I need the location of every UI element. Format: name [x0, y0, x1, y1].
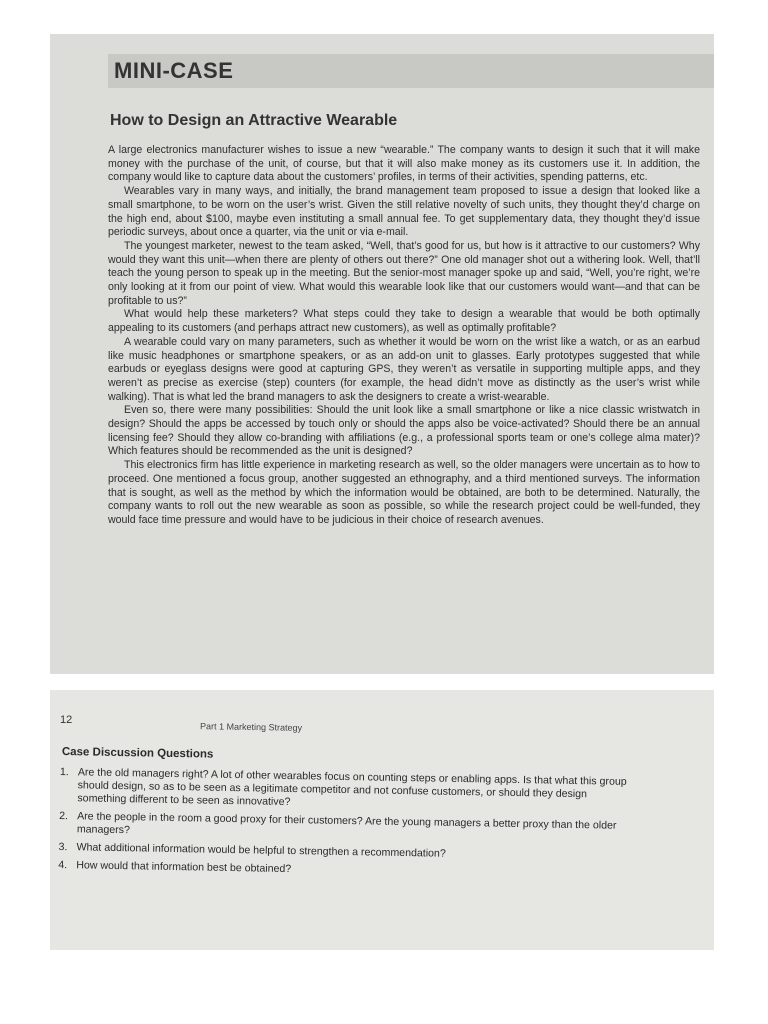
page-scan-top — [50, 34, 714, 674]
question-item — [59, 810, 629, 846]
paragraph: Even so, there were many possibilities: Should the unit look like a small smartphone or like a nice classic wristwatch in design? Should the apps be accessed by touch only or should the apps also be voice-activated? Should there be an annual licensing fee? Should they allow co-branding with affiliations (e.g., a professional sports team or one’s college alma mater)? Which features should be recommended as the unit is designed? — [108, 404, 700, 458]
banner-title: MINI-CASE — [114, 58, 234, 83]
question-text: Are the old managers right? A lot of other wearables focus on counting steps or enabling apps. Is that what this group should design, so as to be seen as a legitimate competitor and not confuse customers, or should they design something different to be seen as innovative? — [77, 766, 627, 809]
question-text: What additional information would be helpful to strengthen a recommendation? — [76, 841, 446, 860]
paragraph: Wearables vary in many ways, and initially, the brand management team proposed to issue a design that looked like a small smartphone, to be worn on the user’s wrist. Given the still relative novelty of such units, they thought they’d charge on the high end, about $100, maybe even instituting a small annual fee. To get supplementary data, they thought they’d issue periodic surveys, about once a quarter, via the unit or via e-mail. — [108, 185, 700, 239]
case-body — [108, 144, 700, 528]
page-scan-bottom — [50, 690, 714, 950]
paragraph: A wearable could vary on many parameters, such as whether it would be worn on the wrist like a watch, or as an earbud like music headphones or smartphone speakers, or as an add-on unit to glasses. Early prototypes suggested that while earbuds or eyeglass designs were good at capturing GPS, they weren’t as versatile in supporting multiple apps, and they weren’t as precise as exercise (step) counters (for example, the head didn’t move as distinctly as the user’s wrist while walking). That is what led the brand managers to ask the designers to create a wrist-wearable. — [108, 335, 700, 403]
question-number: 2. — [59, 809, 69, 823]
paragraph: What would help these marketers? What steps could they take to design a wearable that would be both optimally appealing to its customers (and perhaps attract new customers), as well as optimally profitable? — [108, 308, 700, 335]
question-list — [58, 766, 630, 887]
question-number: 1. — [59, 766, 69, 779]
paragraph: A large electronics manufacturer wishes to issue a new “wearable.” The company wants to design it such that it will make money with the purchase of the unit, of course, but that it will also make money as its customers use it. In addition, the company would like to capture data about the customers’ profiles, in terms of their activities, spending patterns, etc. — [108, 144, 700, 184]
questions-heading: Case Discussion Questions — [61, 746, 214, 761]
running-head: Part 1 Marketing Strategy — [199, 721, 303, 733]
paragraph: The youngest marketer, newest to the team asked, “Well, that’s good for us, but how is it attractive to our customers? Why would they want this unit—when there are plenty of others out there?” One old manager shot out a withering look. Well, that’ll teach the young person to speak up in the meeting. But the senior-most manager spoke up and said, “Well, you’re right, we’re only looking at it from our point of view. What would this wearable look like that our customers would want—and that can be profitable to us?” — [108, 239, 700, 307]
question-item — [59, 766, 630, 815]
case-title: How to Design an Attractive Wearable — [110, 112, 398, 129]
question-text: How would that information best be obtained? — [76, 859, 292, 876]
mini-case-banner — [108, 54, 714, 88]
page-number: 12 — [60, 714, 73, 726]
paragraph: This electronics firm has little experience in marketing research as well, so the older managers were uncertain as to how to proceed. One mentioned a focus group, another suggested an ethnography, and a third mentioned surveys. The information that is sought, as well as the method by which the information would be obtained, are both to be determined. Naturally, the company wants to roll out the new wearable as soon as possible, so while the research project could be well-funded, they would face time pressure and would have to be judicious in their choice of research avenues. — [108, 459, 700, 526]
question-number: 4. — [58, 858, 68, 872]
question-number: 3. — [58, 840, 68, 854]
question-text: Are the people in the room a good proxy for their customers? Are the young managers a better proxy than the older managers? — [76, 810, 617, 837]
